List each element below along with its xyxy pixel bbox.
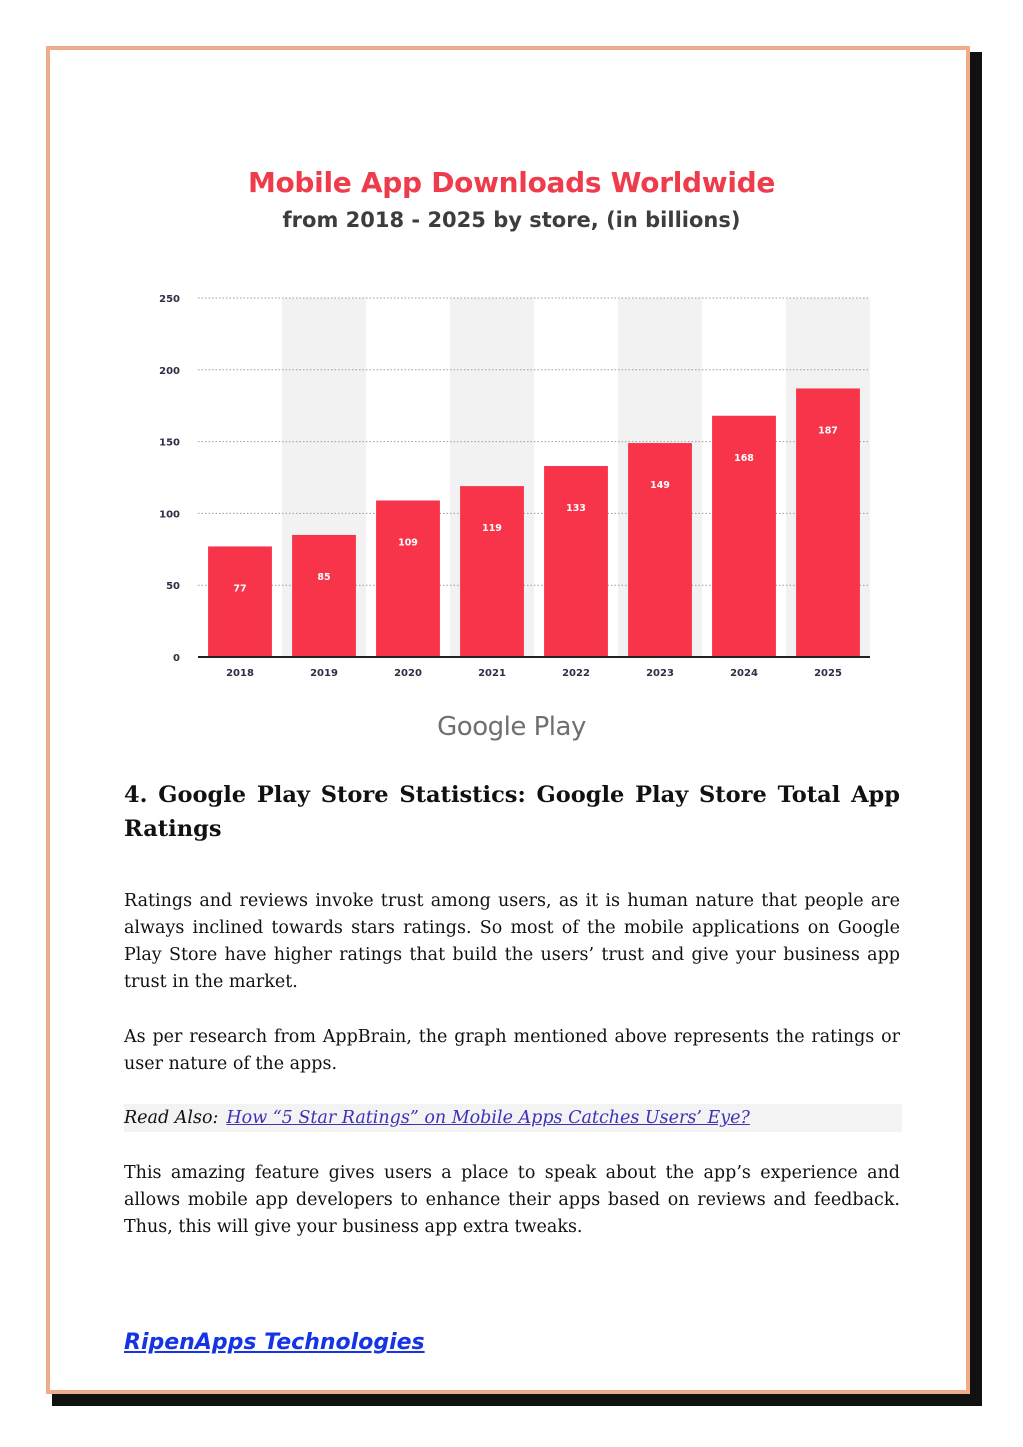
y-tick-label: 200	[159, 365, 180, 377]
chart-bar	[376, 500, 440, 657]
bar-value-label: 187	[818, 425, 838, 437]
bar-value-label: 168	[734, 452, 754, 464]
read-also-label: Read Also:	[124, 1108, 219, 1128]
y-tick-label: 150	[159, 437, 180, 449]
company-footer-link[interactable]: RipenApps Technologies	[124, 1330, 425, 1355]
chart-bar	[292, 535, 356, 657]
y-tick-label: 0	[173, 653, 180, 664]
chart-bar	[460, 486, 524, 657]
read-also-link[interactable]: How “5 Star Ratings” on Mobile Apps Catches Users’ Eye?	[226, 1108, 750, 1128]
paragraph-ratings-trust: Ratings and reviews invoke trust among users, as it is human nature that people are always inclined towards stars ratings. So most of the mobile applications on Google Play Store have higher ratings that build the users’ trust and give your business app trust in the market.	[124, 891, 900, 992]
bar-value-label: 119	[482, 523, 502, 535]
x-tick-label: 2018	[226, 668, 254, 679]
chart-bar	[628, 443, 692, 657]
chart-bar	[544, 466, 608, 657]
x-tick-label: 2023	[646, 668, 674, 679]
bar-value-label: 77	[233, 583, 247, 595]
x-tick-label: 2025	[814, 668, 842, 679]
google-play-logo: Google Play	[437, 712, 586, 742]
bar-value-label: 149	[650, 480, 670, 492]
x-tick-label: 2021	[478, 668, 506, 679]
chart-title: Mobile App Downloads Worldwide	[247, 166, 776, 199]
y-tick-label: 100	[159, 509, 180, 521]
bar-value-label: 133	[566, 503, 586, 515]
paragraph-feature-feedback: This amazing feature gives users a place to speak about the app’s experience and allows mobile app developers to enhance their apps based on reviews and feedback. Thus, this will give your business app extra tweaks.	[124, 1163, 900, 1237]
x-tick-label: 2019	[310, 668, 338, 679]
bar-value-label: 109	[398, 537, 418, 549]
bar-value-label: 85	[317, 571, 331, 583]
chart-bar	[208, 546, 272, 657]
section-heading: 4. Google Play Store Statistics: Google Play Store Total App Ratings	[124, 782, 900, 842]
y-tick-label: 250	[159, 294, 180, 305]
read-also-box	[124, 1104, 902, 1132]
y-tick-label: 50	[166, 581, 180, 593]
x-tick-label: 2022	[562, 668, 590, 679]
x-tick-label: 2024	[730, 668, 758, 679]
bar-chart	[150, 285, 880, 685]
x-tick-label: 2020	[394, 668, 422, 679]
paragraph-appbrain-research: As per research from AppBrain, the graph mentioned above represents the ratings or user nature of the apps.	[124, 1027, 900, 1074]
chart-subtitle: from 2018 - 2025 by store, (in billions)	[282, 208, 741, 232]
